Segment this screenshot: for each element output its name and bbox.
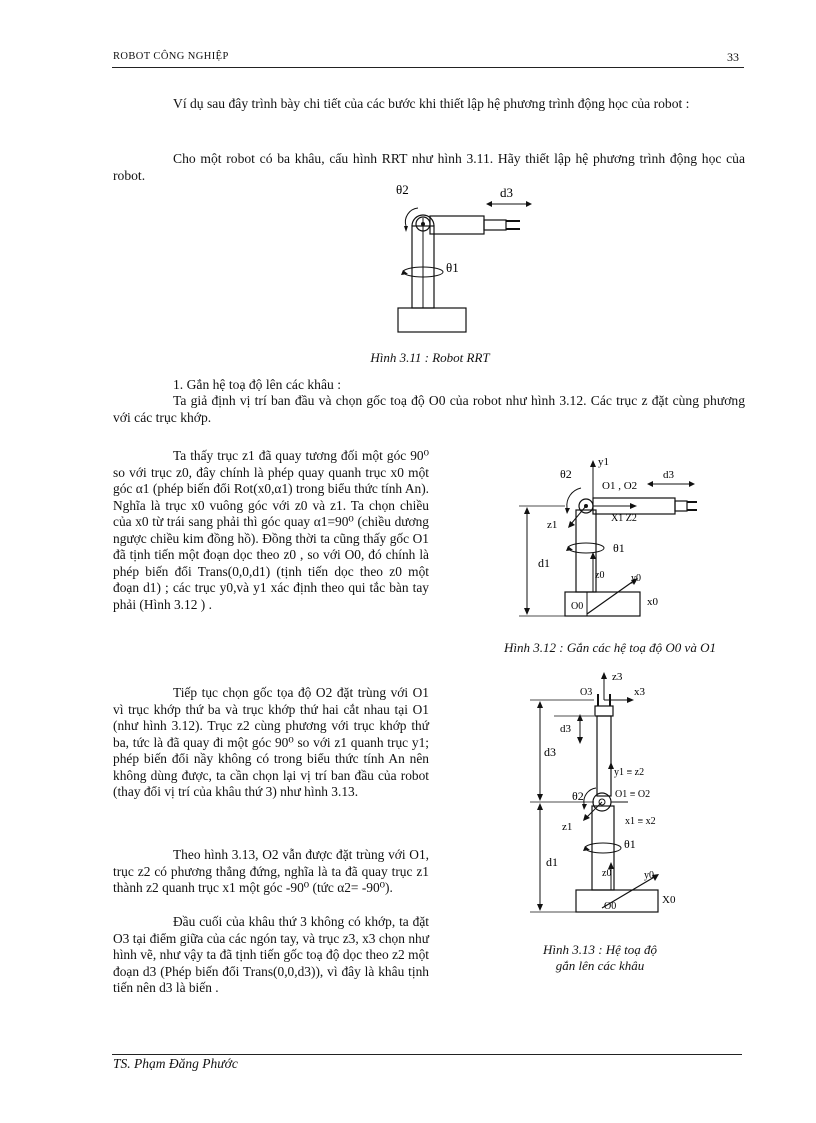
- fig312-z1: z1: [547, 519, 558, 531]
- fig312-z0: z0: [595, 570, 605, 581]
- fig313-o1o2: O1 ≡ O2: [615, 789, 651, 800]
- problem-statement: Cho một robot có ba khâu, cấu hình RRT như hình 3.11. Hãy thiết lập hệ phương trình động học của robot.: [113, 151, 745, 183]
- header-rule: [112, 67, 744, 68]
- fig311-d3: d3: [500, 185, 513, 200]
- fig313-z3: z3: [612, 671, 623, 683]
- footer-author: TS. Phạm Đăng Phước: [113, 1056, 238, 1071]
- figure-3-13-link-frames: [508, 668, 708, 918]
- fig313-d3-large: d3: [544, 745, 556, 759]
- fig312-y0: y0: [631, 573, 641, 584]
- fig313-theta2: θ2: [572, 789, 584, 803]
- fig312-y1: y1: [598, 456, 609, 468]
- fig313-y0: y0: [644, 870, 654, 881]
- figure-3-11-caption: Hình 3.11 : Robot RRT: [370, 350, 490, 365]
- fig313-x0: X0: [662, 894, 676, 906]
- left-para-2: Tiếp tục chọn gốc tọa độ O2 đặt trùng với O1 vì trục khớp thứ ba và trục khớp thứ hai cắt nhau tại O1 (như hình 3.12). Trục z2 cùng phương với trục khớp thứ ba, tức là đã quay đi một góc 90⁰ so với z1 quanh trục y1; phép biến đổi nầy không có trong biểu thức tính An nên không dùng được, ta cần chọn lại vị trí ban đầu của robot (thay đổi vị trí của khâu thứ 3) như hình 3.13.: [113, 685, 429, 799]
- fig313-d3-small: d3: [560, 723, 571, 735]
- fig312-theta2: θ2: [560, 467, 572, 481]
- left-para-4: Đầu cuối của khâu thứ 3 không có khớp, ta đặt O3 tại điểm giữa của các ngón tay, và trục z3, x3 chọn như hình vẽ, như vậy ta đã tịnh tiến gốc toạ độ dọc theo z2 một đoạn d3 (Phép biến đổi Trans(0,0,d3)), vì đây là khâu tịnh tiến nên d3 là biến .: [113, 914, 429, 995]
- running-header-title: ROBOT CÔNG NGHIỆP: [113, 51, 229, 62]
- fig313-d1: d1: [546, 855, 558, 869]
- fig313-y1z2: y1 ≡ z2: [614, 767, 645, 778]
- fig312-d1: d1: [538, 556, 550, 570]
- left-para-3: Theo hình 3.13, O2 vẫn được đặt trùng với O1, trục z2 có phương thẳng đứng, nghĩa là ta đã quay trục z1 thành z2 quanh trục x1 một góc -90⁰ (tức α2= -90⁰).: [113, 847, 429, 895]
- fig312-x0: x0: [647, 596, 658, 608]
- fig313-o0: O0: [604, 901, 617, 912]
- fig312-x1z2: X1 Z2: [611, 513, 637, 524]
- step1-title: 1. Gắn hệ toạ độ lên các khâu :: [173, 377, 341, 392]
- fig313-theta1: θ1: [624, 837, 636, 851]
- fig313-z0: z0: [602, 868, 612, 879]
- fig312-theta1: θ1: [613, 541, 625, 555]
- step1-text: Ta giả định vị trí ban đầu và chọn gốc toạ độ O0 của robot như hình 3.12. Các trục z đặt cùng phương với các trục khớp.: [113, 393, 745, 425]
- figure-3-13-caption-line2: gắn lên các khâu: [555, 958, 645, 973]
- fig311-theta2: θ2: [396, 182, 409, 197]
- footer-rule: [112, 1054, 742, 1055]
- left-para-1: Ta thấy trục z1 đã quay tương đối một góc 90⁰ so với trục z0, đây chính là phép quay quanh trục x0 một góc α1 (phép biến đổi Rot(x0,α1) trong biểu thức tính An). Nghĩa là trục x0 vuông góc với z0 và z1. Ta chọn chiều của x0 từ trái sang phải thì góc quay α1=90⁰ (chiều dương ngược chiều kim đồng hồ). Đồng thời ta cũng thấy gốc O1 đã tịnh tiến một đoạn dọc theo z0 , so với O0, đó chính là phép biến đổi Trans(0,0,d1) (tịnh tiến dọc theo z0 một đoạn d1) ; các trục y0,và y1 xác định theo qui tắc bàn tay phải (Hình 3.12 ) .: [113, 448, 429, 612]
- intro-paragraph: Ví dụ sau đây trình bày chi tiết của các bước khi thiết lập hệ phương trình động học của robot :: [173, 96, 690, 111]
- figure-3-12-caption: Hình 3.12 : Gắn các hệ toạ độ O0 và O1: [504, 640, 716, 655]
- fig313-o3: O3: [580, 687, 593, 698]
- page-number: 33: [727, 50, 739, 64]
- figure-3-12-frames-o0-o1: [505, 452, 715, 622]
- figure-3-11-robot-rrt: [360, 180, 550, 340]
- fig312-o0: O0: [571, 601, 584, 612]
- fig312-d3: d3: [663, 469, 674, 481]
- fig313-x1x2: x1 ≡ x2: [625, 816, 656, 827]
- fig311-theta1: θ1: [446, 260, 459, 275]
- fig313-x3: x3: [634, 686, 645, 698]
- fig312-o1o2: O1 , O2: [602, 480, 638, 492]
- figure-3-13-caption-line1: Hình 3.13 : Hệ toạ độ: [542, 942, 658, 957]
- fig313-z1: z1: [562, 821, 573, 833]
